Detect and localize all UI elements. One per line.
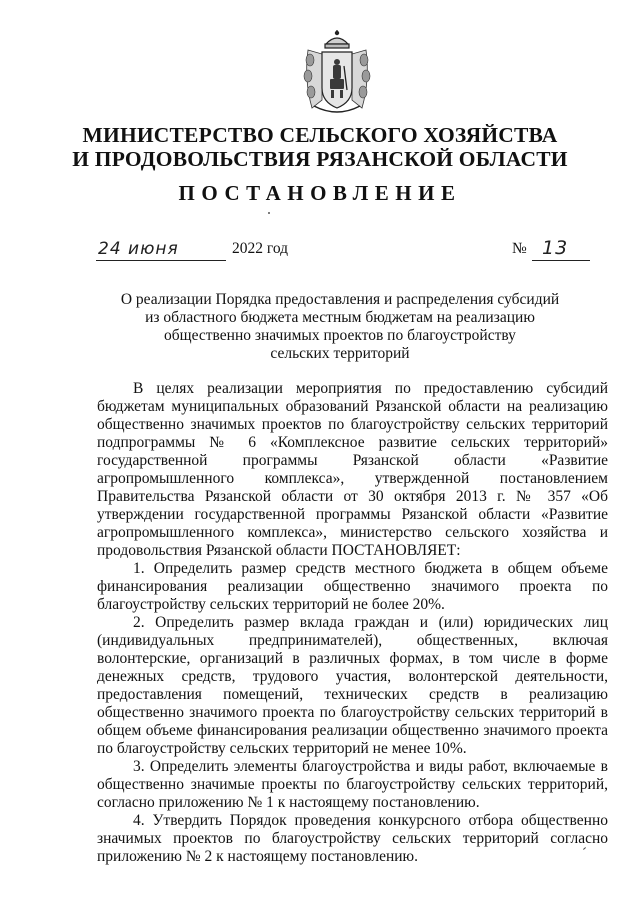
subject-line: сельских территорий <box>270 345 410 362</box>
document-year: 2022 год <box>232 240 289 257</box>
scan-dot <box>268 212 270 214</box>
date-field <box>96 238 226 261</box>
ministry-name-line1: МИНИСТЕРСТВО СЕЛЬСКОГО ХОЗЯЙСТВА <box>82 123 558 147</box>
number-field <box>532 238 590 261</box>
handwritten-date: 24 июня <box>98 239 179 259</box>
clause-2: 2. Определить размер вклада граждан и (или) юридических лиц (индивидуальных предпринимателей), общественных, включая волонтерские, организаций в различных формах, в том числе в форме денежных средств, трудового участия, волонтерской деятельности, предоставления помещений, технических средств в реализацию общественно значимого проекта по благоустройству сельских территорий в общем объеме финансирования реализации общественно значимого проекта по благоустройству сельских территорий не менее 10%. <box>97 614 608 757</box>
clause-1: 1. Определить размер средств местного бюджета в общем объеме финансирования реализации общественно значимого проекта по благоустройству сельских территорий не более 20%. <box>97 560 608 613</box>
ministry-name-line2: И ПРОДОВОЛЬСТВИЯ РЯЗАНСКОЙ ОБЛАСТИ <box>72 147 568 171</box>
subject-line: из областного бюджета местным бюджетам на реализацию <box>145 309 535 326</box>
number-label: № <box>512 240 527 257</box>
handwritten-number: 13 <box>542 237 569 259</box>
clause-4: 4. Утвердить Порядок проведения конкурсного отбора общественно значимых проектов по благоустройству сельских территорий согласно приложению № 2 к настоящему постановлению. <box>97 812 608 865</box>
clause-3: 3. Определить элементы благоустройства и виды работ, включаемые в общественно значимые проекты по благоустройству сельских территорий, согласно приложению № 1 к настоящему постановлению. <box>97 758 608 811</box>
document-type-title: ПОСТАНОВЛЕНИЕ <box>178 181 462 205</box>
subject-line: общественно значимых проектов по благоустройству <box>164 327 516 344</box>
coat-of-arms-emblem <box>300 30 374 114</box>
subject-line: О реализации Порядка предоставления и распределения субсидий <box>120 291 560 308</box>
document-body <box>97 380 608 866</box>
document-subject <box>120 291 560 363</box>
preamble-paragraph: В целях реализации мероприятия по предоставлению субсидий бюджетам муниципальных образований Рязанской области на реализацию общественно значимых проектов по благоустройству сельских территорий подпрограммы № 6 «Комплексное развитие сельских территорий» государственной программы Рязанской области «Развитие агропромышленного комплекса», утвержденной постановлением Правительства Рязанской области от 30 октября 2013 г. № 357 «Об утверждении государственной программы Рязанской области «Развитие агропромышленного комплекса», министерство сельского хозяйства и продовольствия Рязанской области ПОСТАНОВЛЯЕТ: <box>97 380 608 559</box>
